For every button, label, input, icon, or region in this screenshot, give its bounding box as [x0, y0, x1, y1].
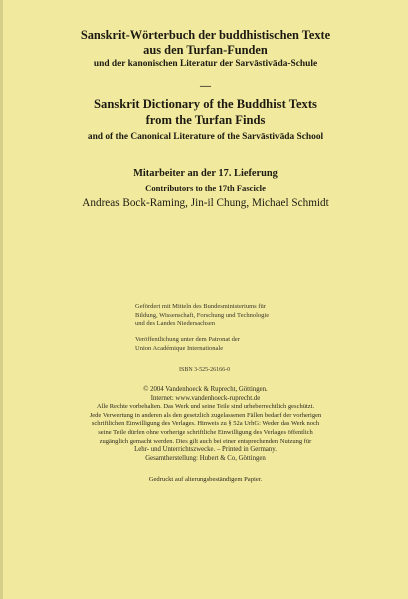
contributors-heading-en: Contributors to the 17th Fascicle — [145, 183, 266, 193]
title-separator: — — [200, 80, 211, 92]
copyright-line: © 2004 Vandenhoeck & Ruprecht, Göttingen. — [143, 386, 268, 393]
publication-note — [135, 336, 335, 353]
german-title-line-1: Sanskrit-Wörterbuch der buddhistischen Texte — [80, 28, 331, 42]
copyright-line: seine Teile dürfen ohne vorherige schriftliche Einwilligung des Verlages öffentlich — [98, 428, 313, 436]
copyright-line: Gesamtherstellung: Hubert & Co, Göttingen — [145, 454, 266, 462]
copyright-line: Jede Verwertung in anderen als den gesetzlich zugelassenen Fällen bedarf der vorherigen — [89, 411, 322, 419]
german-title-line-2: aus den Turfan-Funden — [143, 43, 268, 57]
english-title-line-1: Sanskrit Dictionary of the Buddhist Texts — [94, 97, 317, 111]
copyright-line: Lehr- und Unterrichtszwecke. – Printed in Germany. — [134, 446, 277, 454]
publication-line: Union Académique Internationale — [135, 344, 224, 352]
funding-line: Bildung, Wissenschaft, Forschung und Technologie — [135, 311, 270, 319]
contributors-heading-de: Mitarbeiter an der 17. Lieferung — [133, 168, 278, 179]
funding-note — [135, 303, 325, 329]
funding-line: Gefördert mit Mitteln des Bundesministeriums für — [135, 303, 266, 310]
german-subtitle: und der kanonischen Literatur der Sarvāstivāda-Schule — [93, 59, 318, 69]
funding-line: und des Landes Niedersachsen — [135, 320, 215, 327]
contributors-heading — [3, 167, 408, 195]
german-title — [3, 28, 408, 58]
copyright-notice — [3, 386, 408, 463]
copyright-line: Internet: www.vandenhoeck-ruprecht.de — [150, 394, 261, 402]
contributor-names: Andreas Bock-Raming, Jin-il Chung, Michael Schmidt — [82, 197, 329, 209]
english-title — [3, 96, 408, 128]
english-subtitle: and of the Canonical Literature of the Sarvāstivāda School — [87, 132, 324, 142]
copyright-line: zugänglich gemacht werden. Dies gilt auch bei einer entsprechenden Nutzung für — [99, 437, 312, 445]
publication-line: Veröffentlichung unter dem Patronat der — [135, 336, 240, 343]
copyright-line: schriftlichen Einwilligung des Verlages. Hinweis zu § 52a UrhG: Weder das Werk noch — [91, 420, 320, 428]
paper-note: Gedruckt auf alterungsbeständigem Papier. — [148, 476, 263, 483]
isbn: ISBN 3-525-26166-0 — [179, 367, 231, 373]
english-title-line-2: from the Turfan Finds — [145, 113, 266, 127]
copyright-line: Alle Rechte vorbehalten. Das Werk und seine Teile sind urheberrechtlich geschützt. — [96, 403, 315, 411]
